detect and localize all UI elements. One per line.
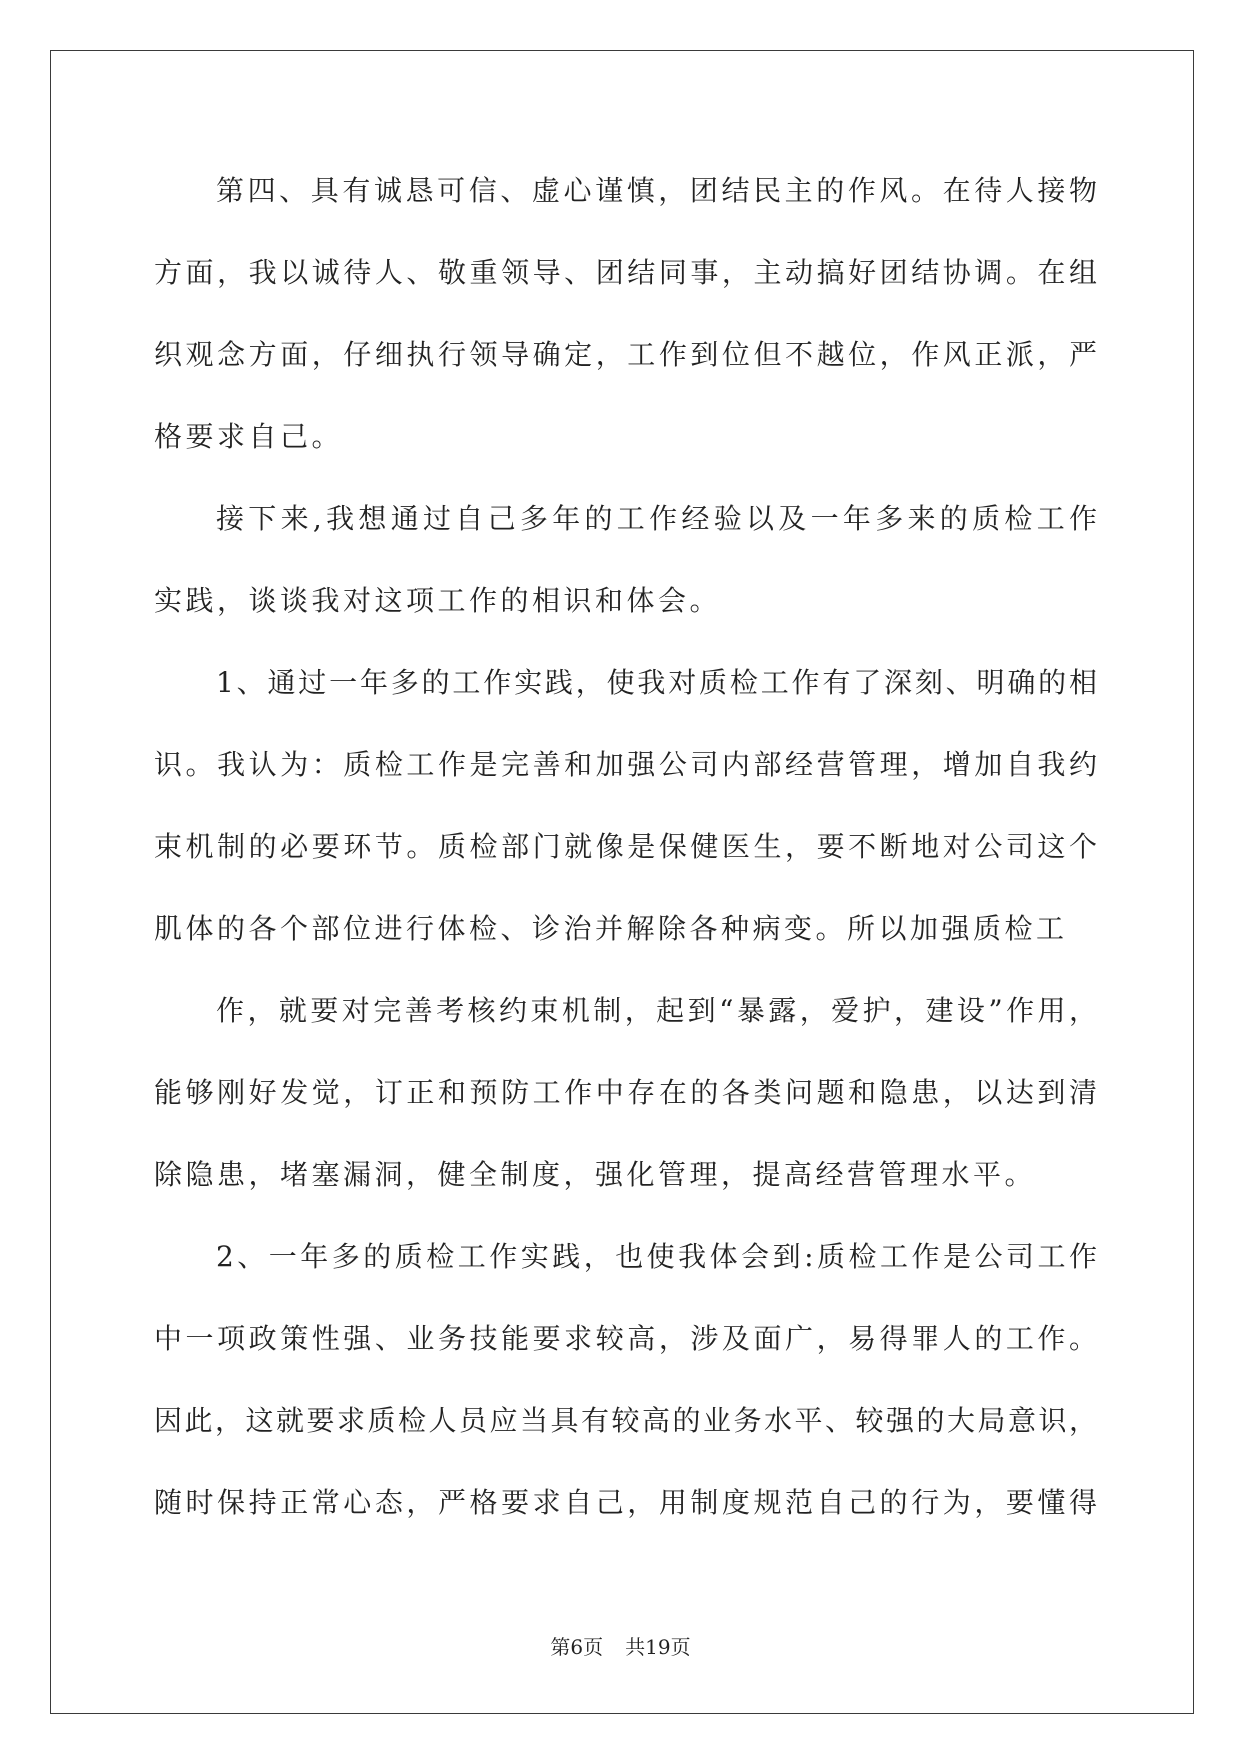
paragraph-line: 织观念方面，仔细执行领导确定，工作到位但不越位，作风正派，严	[154, 338, 1098, 371]
paragraph	[154, 478, 1098, 642]
paragraph-line: 除隐患，堵塞漏洞，健全制度，强化管理，提高经营管理水平。	[154, 1158, 1037, 1191]
paragraph-line: 束机制的必要环节。质检部门就像是保健医生，要不断地对公司这个	[154, 830, 1098, 863]
page-total: 共19页	[625, 1635, 691, 1659]
paragraph-line: 2、一年多的质检工作实践，也使我体会到:质检工作是公司工作	[216, 1240, 1098, 1273]
paragraph	[154, 1216, 1098, 1544]
paragraph-line: 1、通过一年多的工作实践，使我对质检工作有了深刻、明确的相	[216, 666, 1098, 699]
paragraph-line: 实践，谈谈我对这项工作的相识和体会。	[154, 584, 722, 617]
paragraph-line: 能够刚好发觉，订正和预防工作中存在的各类问题和隐患，以达到清	[154, 1076, 1098, 1109]
paragraph-line: 识。我认为：质检工作是完善和加强公司内部经营管理，增加自我约	[154, 748, 1098, 781]
paragraph-line: 因此，这就要求质检人员应当具有较高的业务水平、较强的大局意识，	[154, 1404, 1098, 1437]
page-number: 第6页	[550, 1635, 604, 1659]
paragraph-line: 随时保持正常心态，严格要求自己，用制度规范自己的行为，要懂得	[154, 1486, 1098, 1519]
paragraph-line: 接下来,我想通过自己多年的工作经验以及一年多来的质检工作	[216, 502, 1098, 535]
paragraph	[154, 150, 1098, 478]
paragraph-line: 作，就要对完善考核约束机制，起到“暴露，爱护，建设”作用，	[216, 994, 1098, 1027]
paragraph-line: 第四、具有诚恳可信、虚心谨慎，团结民主的作风。在待人接物	[216, 174, 1098, 207]
paragraph-line: 方面，我以诚待人、敬重领导、团结同事，主动搞好团结协调。在组	[154, 256, 1098, 289]
document-body	[154, 150, 1098, 1544]
paragraph	[154, 642, 1098, 970]
paragraph-line: 格要求自己。	[154, 420, 344, 453]
page-footer	[0, 1632, 1241, 1662]
paragraph	[154, 970, 1098, 1216]
paragraph-line: 肌体的各个部位进行体检、诊治并解除各种病变。所以加强质检工	[154, 912, 1068, 945]
paragraph-line: 中一项政策性强、业务技能要求较高，涉及面广，易得罪人的工作。	[154, 1322, 1098, 1355]
